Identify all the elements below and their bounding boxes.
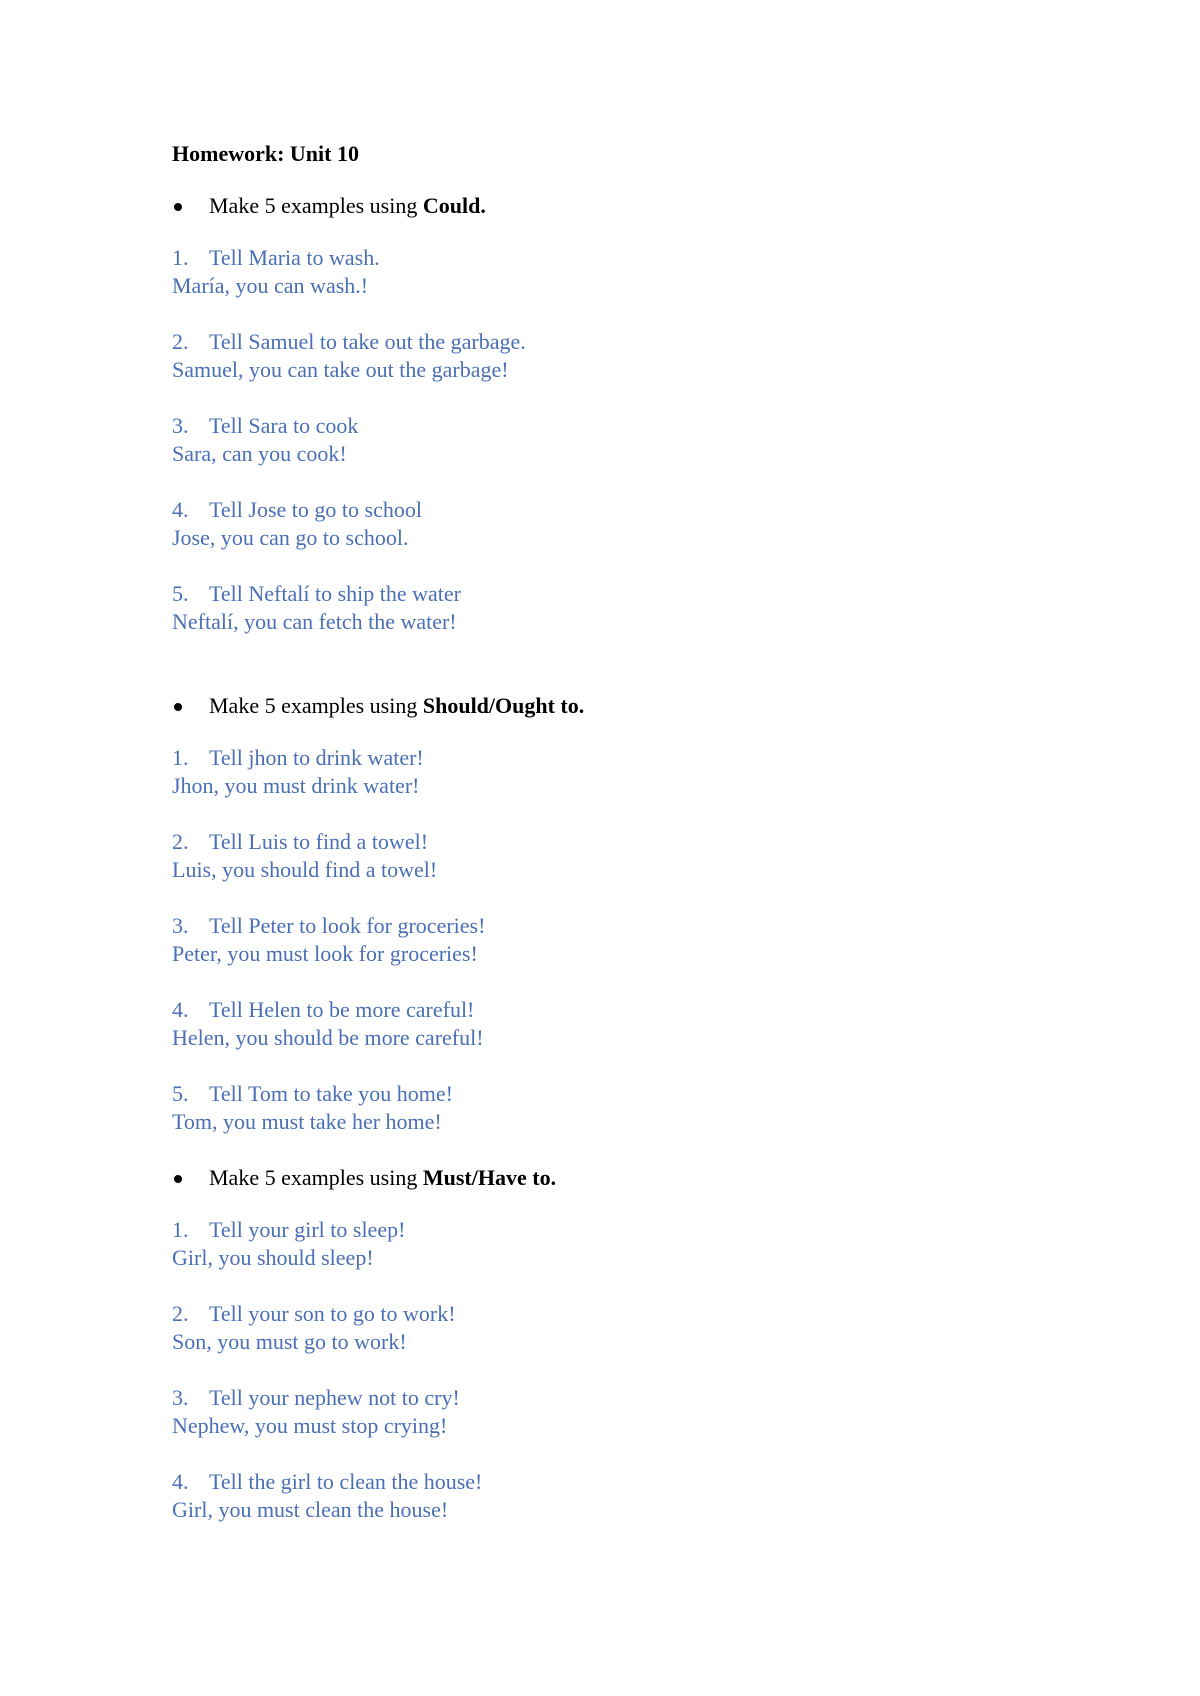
document-page bbox=[172, 140, 1072, 1552]
section-heading-should bbox=[172, 692, 1072, 720]
example-prompt-text: Tell Sara to cook bbox=[209, 413, 359, 438]
example-prompt-text: Tell Luis to find a towel! bbox=[209, 829, 429, 854]
example-number: 4. bbox=[172, 997, 189, 1022]
example-prompt bbox=[172, 828, 1072, 856]
example-prompt bbox=[172, 328, 1072, 356]
example-answer: Tom, you must take her home! bbox=[172, 1109, 442, 1134]
example-prompt bbox=[172, 496, 1072, 524]
section-heading-could bbox=[172, 192, 1072, 220]
example-answer: Jose, you can go to school. bbox=[172, 525, 409, 550]
example-answer: Son, you must go to work! bbox=[172, 1329, 407, 1354]
example-prompt bbox=[172, 1300, 1072, 1328]
example-number: 2. bbox=[172, 829, 189, 854]
example-number: 3. bbox=[172, 913, 189, 938]
example-prompt-text: Tell the girl to clean the house! bbox=[209, 1469, 483, 1494]
example-number: 1. bbox=[172, 1217, 189, 1242]
page-title: Homework: Unit 10 bbox=[172, 141, 359, 166]
example-answer: Neftalí, you can fetch the water! bbox=[172, 609, 457, 634]
example-number: 3. bbox=[172, 1385, 189, 1410]
section-heading-keyword: Must/Have to. bbox=[422, 1165, 557, 1190]
example-prompt-text: Tell Peter to look for groceries! bbox=[209, 913, 486, 938]
section-heading-text: Make 5 examples using bbox=[209, 693, 423, 718]
section-heading-text: Make 5 examples using bbox=[209, 193, 423, 218]
example-prompt-text: Tell Tom to take you home! bbox=[209, 1081, 453, 1106]
example-number: 4. bbox=[172, 1469, 189, 1494]
example-item bbox=[172, 580, 1072, 636]
example-prompt-text: Tell Helen to be more careful! bbox=[209, 997, 475, 1022]
example-answer: Samuel, you can take out the garbage! bbox=[172, 357, 509, 382]
bullet-icon bbox=[174, 1175, 182, 1183]
example-answer: Sara, can you cook! bbox=[172, 441, 347, 466]
example-prompt bbox=[172, 580, 1072, 608]
example-answer: Girl, you must clean the house! bbox=[172, 1497, 449, 1522]
example-prompt bbox=[172, 912, 1072, 940]
example-answer: Helen, you should be more careful! bbox=[172, 1025, 484, 1050]
example-number: 4. bbox=[172, 497, 189, 522]
example-prompt-text: Tell your son to go to work! bbox=[209, 1301, 456, 1326]
example-prompt bbox=[172, 1468, 1072, 1496]
example-number: 5. bbox=[172, 1081, 189, 1106]
example-prompt bbox=[172, 1216, 1072, 1244]
example-number: 2. bbox=[172, 329, 189, 354]
example-prompt bbox=[172, 744, 1072, 772]
example-number: 5. bbox=[172, 581, 189, 606]
example-number: 1. bbox=[172, 745, 189, 770]
section-heading-must bbox=[172, 1164, 1072, 1192]
example-answer: Peter, you must look for groceries! bbox=[172, 941, 478, 966]
example-answer: María, you can wash.! bbox=[172, 273, 369, 298]
example-item bbox=[172, 412, 1072, 468]
example-answer: Girl, you should sleep! bbox=[172, 1245, 374, 1270]
example-prompt-text: Tell Neftalí to ship the water bbox=[209, 581, 461, 606]
example-prompt bbox=[172, 996, 1072, 1024]
spacer bbox=[172, 664, 1072, 692]
bullet-icon bbox=[174, 703, 182, 711]
example-item bbox=[172, 912, 1072, 968]
example-answer: Nephew, you must stop crying! bbox=[172, 1413, 448, 1438]
example-item bbox=[172, 496, 1072, 552]
section-heading-keyword: Should/Ought to. bbox=[422, 693, 585, 718]
bullet-icon bbox=[174, 203, 182, 211]
example-prompt bbox=[172, 1080, 1072, 1108]
example-prompt-text: Tell Jose to go to school bbox=[209, 497, 422, 522]
example-item bbox=[172, 828, 1072, 884]
example-number: 1. bbox=[172, 245, 189, 270]
example-item bbox=[172, 744, 1072, 800]
example-answer: Luis, you should find a towel! bbox=[172, 857, 438, 882]
section-heading-keyword: Could. bbox=[422, 193, 486, 218]
example-prompt-text: Tell your girl to sleep! bbox=[209, 1217, 406, 1242]
section-heading-text: Make 5 examples using bbox=[209, 1165, 423, 1190]
example-item bbox=[172, 996, 1072, 1052]
example-answer: Jhon, you must drink water! bbox=[172, 773, 420, 798]
example-prompt bbox=[172, 1384, 1072, 1412]
example-prompt bbox=[172, 412, 1072, 440]
example-number: 3. bbox=[172, 413, 189, 438]
example-item bbox=[172, 1300, 1072, 1356]
example-item bbox=[172, 244, 1072, 300]
example-prompt-text: Tell Maria to wash. bbox=[209, 245, 380, 270]
example-item bbox=[172, 1080, 1072, 1136]
example-item bbox=[172, 1216, 1072, 1272]
example-prompt-text: Tell jhon to drink water! bbox=[209, 745, 424, 770]
example-prompt bbox=[172, 244, 1072, 272]
example-prompt-text: Tell Samuel to take out the garbage. bbox=[209, 329, 526, 354]
example-prompt-text: Tell your nephew not to cry! bbox=[209, 1385, 460, 1410]
example-item bbox=[172, 328, 1072, 384]
example-item bbox=[172, 1468, 1072, 1524]
example-number: 2. bbox=[172, 1301, 189, 1326]
example-item bbox=[172, 1384, 1072, 1440]
